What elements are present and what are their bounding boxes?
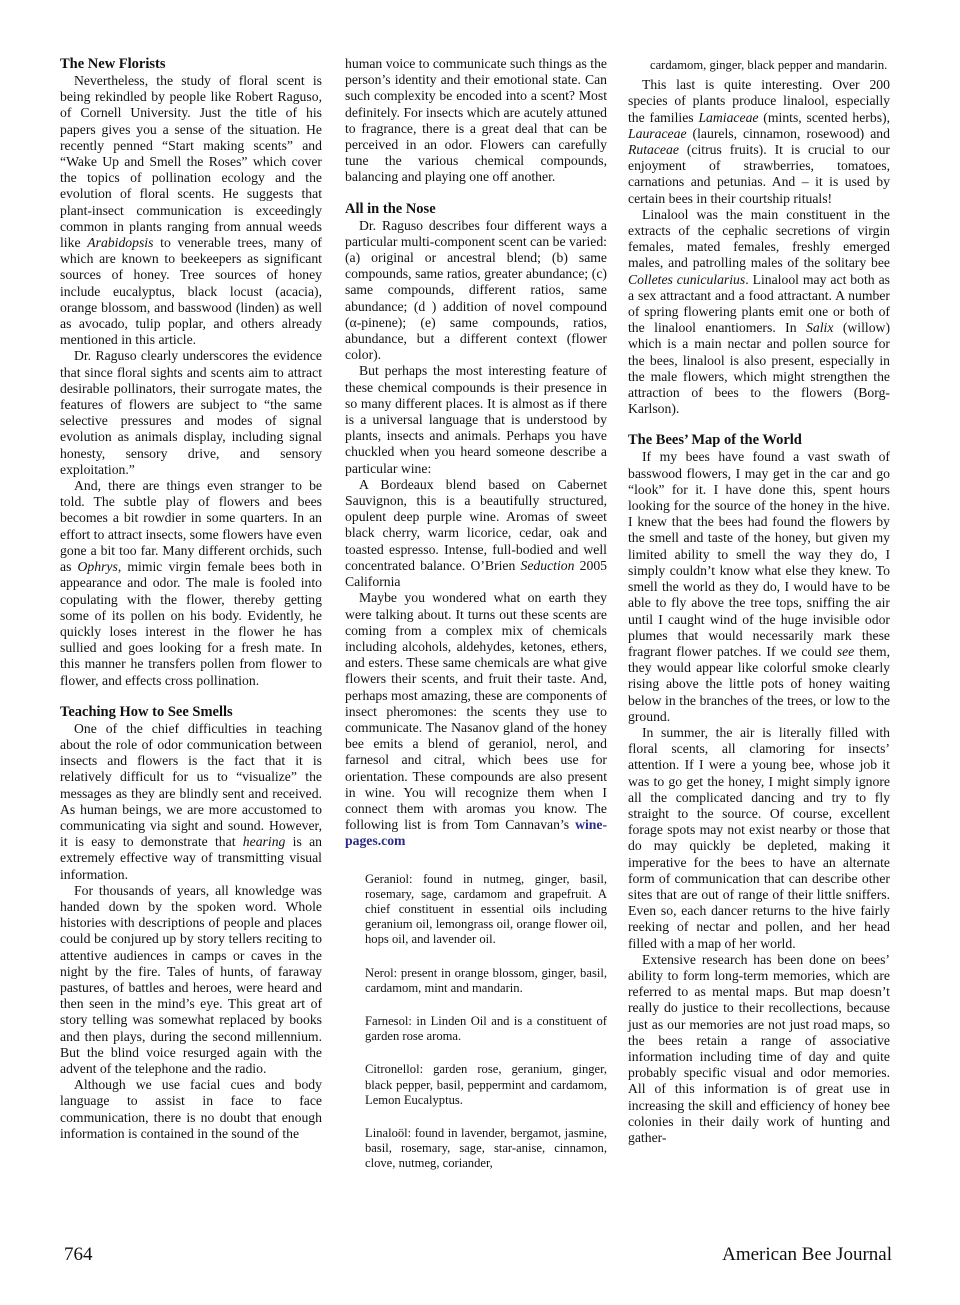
list-item: Geraniol: found in nutmeg, ginger, basil, rosemary, sage, cardamom and grapefruit. A chief constituent in essential oils including geranium oil, lemongrass oil, orange flower oil, hops oil, and lavender oil. <box>365 871 607 947</box>
list-item: Nerol: present in orange blossom, ginger, basil, cardamom, mint and mandarin. <box>365 965 607 995</box>
list-item: Linaloöl: found in lavender, bergamot, jasmine, basil, rosemary, sage, star-anise, cinnamon, clove, nutmeg, coriander, <box>365 1125 607 1171</box>
list-item-continuation: cardamom, ginger, black pepper and mandarin. <box>650 58 888 72</box>
column-1 <box>60 56 322 1142</box>
wine-quote: A Bordeaux blend based on Cabernet Sauvignon, this is a beautifully structured, opulent deep purple wine. Aromas of sweet black cherry, warm licorice, cedar, oak and toasted espresso. Intense, full-bodied and well concentrated balance. O’Brien Seduction 2005 California <box>345 476 608 590</box>
column-2 <box>345 56 607 1172</box>
paragraph: And, there are things even stranger to be told. The subtle play of flowers and bees becomes a bit rowdier in some quarters. In an effort to attract insects, some flowers have even gone a bit too far. Many different orchids, such as Ophrys, mimic virgin female bees both in appearance and odor. The male is fooled into copulating with the flower, thereby getting some of its pollen on his body. Evidently, he quickly loses interest in the flower he has sullied and goes looking for a fresh mate. In this manner he transfers pollen from flower to flower, and effects cross pollination. <box>60 478 322 688</box>
paragraph: This last is quite interesting. Over 200 species of plants produce linalool, especially the families Lamiaceae (mints, scented herbs), Lauraceae (laurels, cinnamon, rosewood) and Rutaceae (citrus fruits). It is crucial to our enjoyment of strawberries, tomatoes, carnations and petunias. And – it is used by certain bees in their courtship rituals! <box>628 77 891 206</box>
column-3 <box>628 58 890 1146</box>
paragraph: For thousands of years, all knowledge was handed down by the spoken word. Whole histories with descriptions of people and places could be conjured up by story tellers reciting to attentive audiences in camps or caves in the night by the fire. Tales of hunts, of faraway pastures, of battles and heroes, were heard and then seen in the mind’s eye. This great art of story telling was somewhat replaced by books and then plays, during the second millennium. But the blind voice resurged again with the advent of the telephone and the radio. <box>60 882 322 1076</box>
paragraph: Dr. Raguso describes four different ways a particular multi-component scent can be varied: (a) original or ancestral blend; (b) same compounds, same ratios, greater abundance; (c) same compounds, different ratios, same abundance; (d ) addition of novel compound (α-pinene); (e) same compounds, ratios, abundance, but a different context (flower color). <box>345 217 607 363</box>
list-item: Farnesol: in Linden Oil and is a constituent of garden rose aroma. <box>365 1013 607 1044</box>
paragraph: In summer, the air is literally filled with floral scents, all clamoring for insects’ attention. If I were a young bee, whose job it was to go get the honey, I might simply ignore all the complicated dancing and try to fly straight to the source. Of course, excellent forage spots may not exist nearby or those that do may quickly be depleted, making it imperative for the bees to have an alternate form of communication that can describe other sites that are out of range of their little sniffers. Even so, each dancer returns to the hive fairly reeking of nectar and pollen, and her head filled with a map of her world. <box>628 724 890 951</box>
heading-new-florists: The New Florists <box>60 56 166 72</box>
compound-list <box>345 872 607 1172</box>
paragraph: Nevertheless, the study of floral scent is being rekindled by people like Robert Raguso, of Cornell University. Just the title of his papers gives you a sense of the situation. He recently penned “Start making scents” and “Wake Up and Smell the Roses” which cover the topics of pollination ecology and the evolution of floral scents. He suggests that plant-insect communication is exceedingly common in plants ranging from annual weeds like Arabidopsis to venerable trees, many of which are known to beekeepers as significant sources of honey. Tree sources of honey include eucalyptus, black locust (acacia), orange blossom, and basswood (linden) as well as avocado, tulip poplar, and others already mentioned in this article. <box>60 73 322 348</box>
heading-teaching-smells: Teaching How to See Smells <box>60 703 233 720</box>
paragraph: Extensive research has been done on bees’ ability to form long-term memories, which are referred to as mental maps. But map doesn’t really do justice to their recollections, because just as our memories are not just road maps, so the bees retain a range of associative information including time of day and quite probably specific visual and odor memories. All of this information is of great use in increasing the skill and efficiency of honey bee colonies in their daily work of hunting and gather- <box>628 951 890 1145</box>
journal-title: American Bee Journal <box>722 1244 892 1265</box>
page-number: 764 <box>64 1244 93 1265</box>
paragraph: Although we use facial cues and body language to assist in face to face communication, there is no doubt that enough information is contained in the sound of the <box>60 1077 322 1141</box>
paragraph: Maybe you wondered what on earth they were talking about. It turns out these scents are coming from a complex mix of chemicals including alcohols, aldehydes, ketones, ethers, and esters. These same chemicals are what give flowers their scents, and fruit their taste. And, perhaps most amazing, these are components of insect pheromones: the scents they use to communicate. The Nasanov gland of the honey bee emits a blend of geraniol, nerol, and farnesol and citral, which bees use for orientation. These compounds are also present in wine. You will recognize them when I connect them with aromas you know. The following list is from Tom Cannavan’s wine-pages.com <box>345 590 607 849</box>
paragraph: If my bees have found a vast swath of basswood flowers, I may get in the car and go “look” for it. I have done this, spent hours looking for the source of the honey in the hive. I knew that the bees had found the flowers by the smell and taste of the honey, but given my limited ability to smell the way they do, I simply couldn’t know what else they knew. To smell the world as they do, I would have to be able to fly above the tree tops, sniffing the air until I caught wind of the huge invisible odor plumes that would necessarily mark these fragrant flower patches. If we could see them, they would appear like colorful smoke clearly rising above the little pots of honey waiting below in the branches of the trees, or low to the ground. <box>628 449 890 724</box>
paragraph: human voice to communicate such things as the person’s identity and their emotional state. Can such complexity be encoded into a scent? Most definitely. For insects which are acutely attuned to fragrance, there is a great deal that can be perceived in an odor. Flowers can carefully tune the various chemical compounds, balancing and playing one off another. <box>345 56 607 185</box>
paragraph: Dr. Raguso clearly underscores the evidence that since floral sights and scents aim to attract desirable pollinators, their surrogate mates, the features of flowers are subject to “the same selective pressures and modes of signal evolution as animals display, including signal honesty, sensory drive, and sensory exploitation.” <box>60 348 322 477</box>
paragraph: One of the chief difficulties in teaching about the role of odor communication between insects and flowers is the fact that it is relatively difficult for us to “visualize” the messages as they are blindly sent and received. As human beings, we are more accustomed to communicating via sight and sound. However, it is easy to demonstrate that hearing is an extremely effective way of transmitting visual information. <box>60 720 322 882</box>
heading-bees-map: The Bees’ Map of the World <box>628 432 802 449</box>
wine-pages-link[interactable]: wine-pages.com <box>345 817 607 849</box>
heading-all-in-the-nose: All in the Nose <box>345 200 436 217</box>
list-item: Citronellol: garden rose, geranium, ginger, black pepper, basil, peppermint and cardamom, Lemon Eucalyptus. <box>365 1062 607 1107</box>
paragraph: Linalool was the main constituent in the extracts of the cephalic secretions of virgin females, mated females, freshly emerged males, and patrolling males of the solitary bee Colletes cunicularius. Linalool may act both as a sex attractant and a food attractant. A number of spring flowering plants emit one or both of the linalool enantiomers. In Salix (willow) which is a main nectar and pollen source for the bees, linalool is also present, especially in the male flowers, which might strengthen the attraction of bees to the flowers (Borg-Karlson). <box>628 206 891 417</box>
paragraph: But perhaps the most interesting feature of these chemical compounds is their presence in so many different places. It is almost as if there is a universal language that is understood by plants, insects and animals. Perhaps you have chuckled when you heard someone describe a particular wine: <box>345 363 607 476</box>
